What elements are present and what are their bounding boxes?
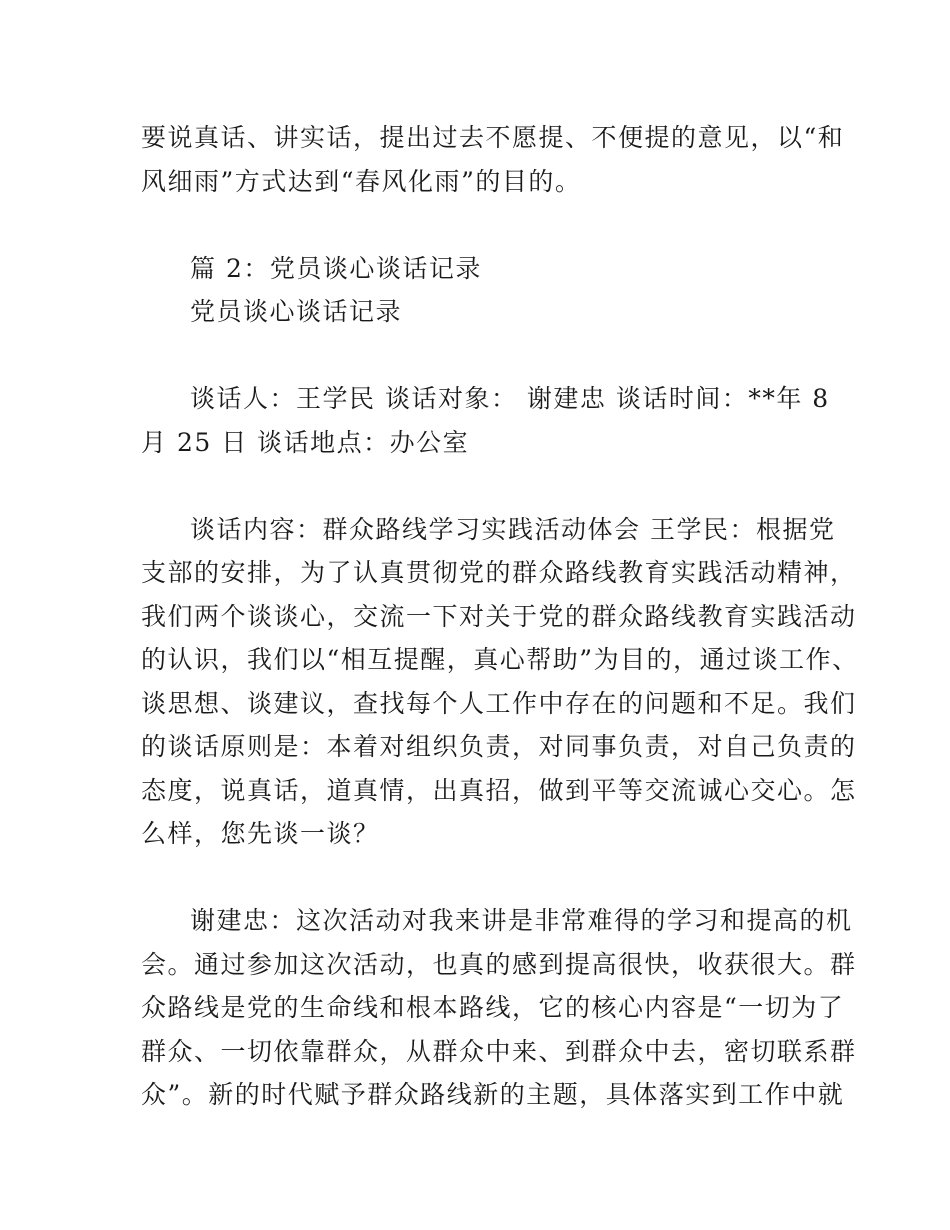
- paragraph-line: 么样，您先谈一谈？: [141, 819, 380, 848]
- paragraph-line: 态度，说真话，道真情，出真招，做到平等交流诚心交心。怎: [141, 776, 857, 805]
- paragraph-line: 谢建忠：这次活动对我来讲是非常难得的学习和提高的机: [190, 906, 853, 935]
- paragraph-line: 谈话内容：群众路线学习实践活动体会 王学民：根据党: [190, 515, 836, 544]
- paragraph-line: 支部的安排，为了认真贯彻党的群众路线教育实践活动精神，: [141, 558, 857, 587]
- section-heading: 篇 2：党员谈心谈话记录: [190, 254, 482, 283]
- paragraph-line: 谈思想、谈建议，查找每个人工作中存在的问题和不足。我们: [141, 689, 857, 718]
- paragraph-line: 月 25 日 谈话地点：办公室: [141, 428, 470, 457]
- paragraph-line: 谈话人：王学民 谈话对象： 谢建忠 谈话时间：**年 8: [190, 384, 830, 413]
- paragraph-line: 群众、一切依靠群众，从群众中来、到群众中去，密切联系群: [141, 1037, 857, 1066]
- paragraph-line: 众”。新的时代赋予群众路线新的主题，具体落实到工作中就: [141, 1080, 845, 1109]
- paragraph-line: 会。通过参加这次活动，也真的感到提高很快，收获很大。群: [141, 950, 857, 979]
- paragraph-line: 要说真话、讲实话，提出过去不愿提、不便提的意见，以“和: [141, 123, 845, 152]
- paragraph-line: 我们两个谈谈心，交流一下对关于党的群众路线教育实践活动: [141, 602, 857, 631]
- paragraph-line: 的谈话原则是：本着对组织负责，对同事负责，对自己负责的: [141, 732, 857, 761]
- paragraph-line: 众路线是党的生命线和根本路线，它的核心内容是“一切为了: [141, 993, 845, 1022]
- paragraph-line: 的认识，我们以“相互提醒，真心帮助”为目的，通过谈工作、: [141, 645, 859, 674]
- paragraph-line: 风细雨”方式达到“春风化雨”的目的。: [141, 167, 582, 196]
- document-title: 党员谈心谈话记录: [190, 297, 403, 326]
